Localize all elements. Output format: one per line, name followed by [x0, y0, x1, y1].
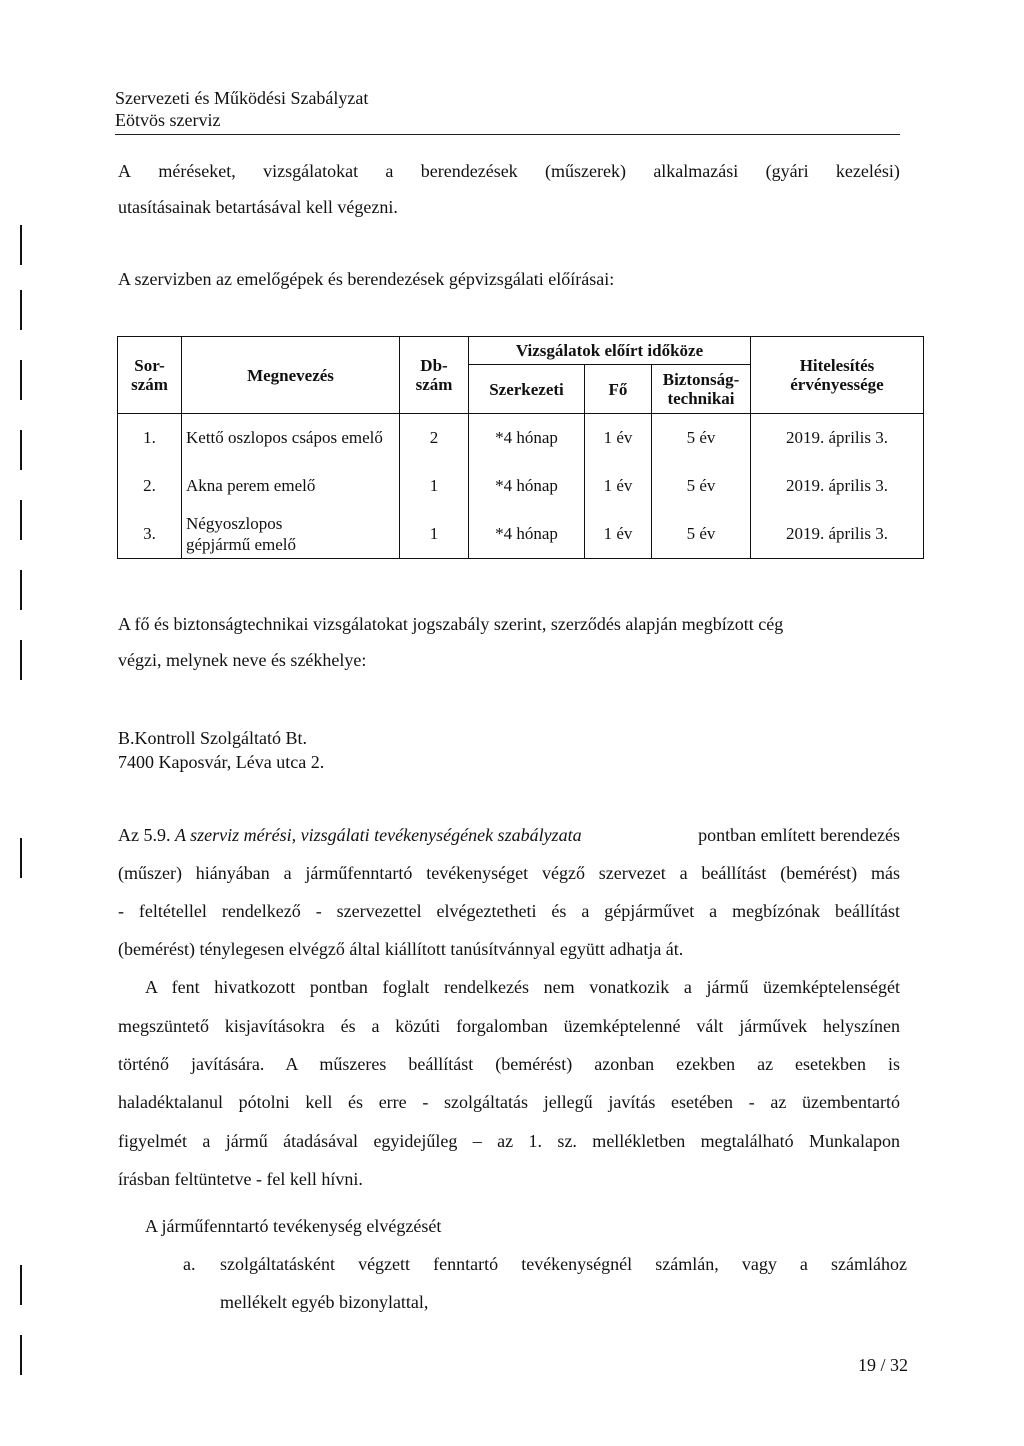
cell-name: Kettő oszlopos csápos emelő: [182, 414, 400, 463]
header-dbszam: Db- szám: [400, 337, 469, 414]
cell-name-text: Négyoszlopos gépjármű emelő: [186, 514, 296, 554]
intro-word: alkalmazási: [653, 161, 739, 181]
intro-line-1: [118, 161, 900, 182]
cell-fo: 1 év: [585, 414, 652, 463]
cell-name: [182, 510, 400, 559]
inspection-table: [117, 336, 924, 559]
intro-line-2: utasításainak betartásával kell végezni.: [118, 197, 398, 217]
cell-hit: 2019. április 3.: [751, 462, 924, 510]
intro-word: A: [118, 161, 131, 181]
cell-fo: 1 év: [585, 510, 652, 559]
margin-bar: [20, 430, 22, 470]
intro-word: méréseket,: [158, 161, 236, 181]
list-item-a-line1: szolgáltatásként végzett fenntartó tevékenységnél számlán, vagy a számlához: [220, 1254, 907, 1274]
section-line: (műszer) hiányában a járműfenntartó tevékenységet végző szervezet a beállítást (bemérést) más: [118, 863, 900, 883]
cell-szerkezeti: *4 hónap: [469, 462, 585, 510]
header-szerkezeti: Szerkezeti: [469, 365, 585, 414]
cell-hit: 2019. április 3.: [751, 510, 924, 559]
page-number: 19 / 32: [857, 1355, 908, 1375]
section-line: megszüntető kisjavításokra és a közúti forgalomban üzemképtelenné vált járművek helyszínen: [118, 1016, 900, 1036]
cell-bizt: 5 év: [652, 510, 751, 559]
cell-hit: 2019. április 3.: [751, 414, 924, 463]
cell-db: 1: [400, 462, 469, 510]
cell-db: 1: [400, 510, 469, 559]
margin-bar: [20, 838, 22, 878]
cell-bizt: 5 év: [652, 414, 751, 463]
intro-word: (műszerek): [545, 161, 626, 181]
section-line: - feltétellel rendelkező - szervezettel elvégeztetheti és a gépjárművet a megbízónak beállítást: [118, 901, 900, 921]
margin-bar: [20, 1265, 22, 1305]
cell-bizt: 5 év: [652, 462, 751, 510]
cell-no: 2.: [118, 462, 182, 510]
section-line: (bemérést) ténylegesen elvégző által kiállított tanúsítvánnyal együtt adhatja át.: [118, 939, 684, 959]
header-fo: Fő: [585, 365, 652, 414]
cell-db: 2: [400, 414, 469, 463]
margin-bar: [20, 570, 22, 610]
intro-word: berendezések: [420, 161, 518, 181]
section-ref-line: [118, 825, 900, 846]
section-ref-rest: pontban említett berendezés: [698, 825, 900, 845]
header-hitelesites: Hitelesítés érvényessége: [751, 337, 924, 414]
cell-no: 3.: [118, 510, 182, 559]
margin-bar: [20, 225, 22, 265]
table-row: [118, 510, 924, 559]
margin-bar: [20, 360, 22, 400]
section-line: haladéktalanul pótolni kell és erre - szolgáltatás jellegű javítás esetében - az üzembentartó: [118, 1092, 900, 1112]
header-sorszam: Sor- szám: [118, 337, 182, 414]
cell-szerkezeti: *4 hónap: [469, 414, 585, 463]
table-caption: A szervizben az emelőgépek és berendezések gépvizsgálati előírásai:: [118, 269, 615, 289]
section-line: írásban feltüntetve - fel kell hívni.: [118, 1169, 363, 1189]
margin-bar: [20, 1335, 22, 1375]
table-row: [118, 462, 924, 510]
section-line: figyelmét a jármű átadásával egyidejűleg – az 1. sz. mellékletben megtalálható Munkalapon: [118, 1131, 900, 1151]
margin-bar: [20, 290, 22, 330]
cell-no: 1.: [118, 414, 182, 463]
list-item-a-line2: mellékelt egyéb bizonylattal,: [220, 1292, 429, 1312]
header-vizsgalatok: Vizsgálatok előírt időköze: [469, 337, 751, 365]
intro-word: (gyári: [765, 161, 809, 181]
header-biztonsag: Biztonság- technikai: [652, 365, 751, 414]
document-title: Szervezeti és Működési Szabályzat: [115, 88, 369, 108]
cell-name: Akna perem emelő: [182, 462, 400, 510]
section-ref-prefix: [118, 825, 582, 846]
section-line: történő javítására. A műszeres beállítást (bemérést) azonban ezekben az esetekben is: [118, 1054, 900, 1074]
contractor-text-2: végzi, melynek neve és székhelye:: [118, 650, 367, 670]
document-subtitle: Eötvös szerviz: [115, 110, 221, 130]
header-megnevezes: Megnevezés: [182, 337, 400, 414]
ref-title: A szerviz mérési, vizsgálati tevékenységének szabályzata: [175, 825, 582, 845]
cell-fo: 1 év: [585, 462, 652, 510]
list-item-a-marker: a.: [183, 1254, 196, 1274]
header-rule: [115, 134, 900, 135]
contractor-text-1: A fő és biztonságtechnikai vizsgálatokat jogszabály szerint, szerződés alapján megbízott cég: [118, 614, 784, 634]
intro-word: vizsgálatokat: [263, 161, 359, 181]
margin-bar: [20, 500, 22, 540]
table-row: [118, 414, 924, 463]
cell-szerkezeti: *4 hónap: [469, 510, 585, 559]
section-line: A fent hivatkozott pontban foglalt rendelkezés nem vonatkozik a jármű üzemképtelenségét: [145, 977, 900, 997]
list-intro: A járműfenntartó tevékenység elvégzését: [145, 1216, 442, 1236]
contractor-address: 7400 Kaposvár, Léva utca 2.: [118, 752, 325, 772]
intro-word: kezelési): [835, 161, 900, 181]
margin-bar: [20, 640, 22, 680]
ref-number: Az 5.9.: [118, 825, 171, 845]
contractor-name: B.Kontroll Szolgáltató Bt.: [118, 728, 307, 748]
intro-word: a: [385, 161, 394, 181]
